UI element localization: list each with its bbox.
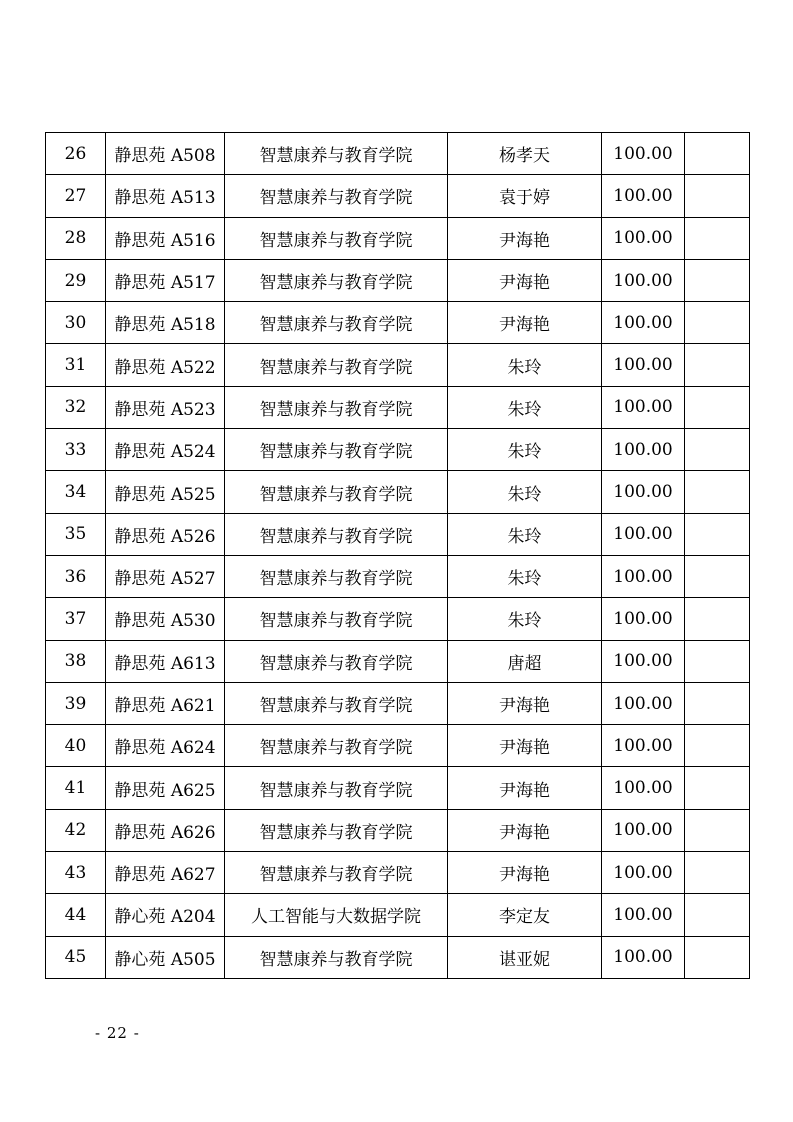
person-cell: 朱玲	[448, 555, 602, 597]
note-cell	[685, 598, 750, 640]
room-cell: 静思苑 A522	[106, 344, 225, 386]
table-row	[46, 344, 750, 386]
person-cell: 尹海艳	[448, 682, 602, 724]
person-cell: 尹海艳	[448, 217, 602, 259]
room-cell: 静思苑 A524	[106, 429, 225, 471]
score-cell: 100.00	[602, 682, 685, 724]
note-cell	[685, 852, 750, 894]
row-number-cell: 32	[46, 386, 106, 428]
score-cell: 100.00	[602, 133, 685, 175]
person-cell: 尹海艳	[448, 809, 602, 851]
room-cell: 静思苑 A527	[106, 555, 225, 597]
table-row	[46, 555, 750, 597]
college-cell: 智慧康养与教育学院	[225, 259, 448, 301]
row-number-cell: 42	[46, 809, 106, 851]
table-row	[46, 682, 750, 724]
score-cell: 100.00	[602, 767, 685, 809]
row-number-cell: 27	[46, 175, 106, 217]
room-cell: 静思苑 A621	[106, 682, 225, 724]
score-cell: 100.00	[602, 852, 685, 894]
person-cell: 朱玲	[448, 513, 602, 555]
row-number-cell: 29	[46, 259, 106, 301]
person-cell: 唐超	[448, 640, 602, 682]
table-row	[46, 640, 750, 682]
table-row	[46, 471, 750, 513]
college-cell: 智慧康养与教育学院	[225, 344, 448, 386]
row-number-cell: 34	[46, 471, 106, 513]
note-cell	[685, 809, 750, 851]
person-cell: 尹海艳	[448, 852, 602, 894]
table-row	[46, 217, 750, 259]
table-body	[46, 133, 750, 979]
score-cell: 100.00	[602, 302, 685, 344]
college-cell: 智慧康养与教育学院	[225, 133, 448, 175]
note-cell	[685, 725, 750, 767]
college-cell: 人工智能与大数据学院	[225, 894, 448, 936]
row-number-cell: 44	[46, 894, 106, 936]
note-cell	[685, 555, 750, 597]
room-cell: 静思苑 A508	[106, 133, 225, 175]
college-cell: 智慧康养与教育学院	[225, 682, 448, 724]
page-number: - 22 -	[95, 1024, 140, 1042]
row-number-cell: 36	[46, 555, 106, 597]
college-cell: 智慧康养与教育学院	[225, 429, 448, 471]
dormitory-score-table-container	[45, 132, 750, 979]
row-number-cell: 39	[46, 682, 106, 724]
table-row	[46, 767, 750, 809]
college-cell: 智慧康养与教育学院	[225, 936, 448, 978]
person-cell: 朱玲	[448, 386, 602, 428]
note-cell	[685, 767, 750, 809]
row-number-cell: 40	[46, 725, 106, 767]
row-number-cell: 30	[46, 302, 106, 344]
person-cell: 谌亚妮	[448, 936, 602, 978]
room-cell: 静思苑 A627	[106, 852, 225, 894]
person-cell: 朱玲	[448, 471, 602, 513]
note-cell	[685, 133, 750, 175]
college-cell: 智慧康养与教育学院	[225, 471, 448, 513]
note-cell	[685, 429, 750, 471]
score-cell: 100.00	[602, 513, 685, 555]
row-number-cell: 37	[46, 598, 106, 640]
score-cell: 100.00	[602, 471, 685, 513]
table-row	[46, 598, 750, 640]
note-cell	[685, 344, 750, 386]
person-cell: 尹海艳	[448, 302, 602, 344]
room-cell: 静心苑 A505	[106, 936, 225, 978]
table-row	[46, 894, 750, 936]
note-cell	[685, 259, 750, 301]
row-number-cell: 33	[46, 429, 106, 471]
score-cell: 100.00	[602, 429, 685, 471]
room-cell: 静思苑 A516	[106, 217, 225, 259]
room-cell: 静思苑 A517	[106, 259, 225, 301]
table-row	[46, 936, 750, 978]
table-row	[46, 809, 750, 851]
score-cell: 100.00	[602, 344, 685, 386]
score-cell: 100.00	[602, 725, 685, 767]
college-cell: 智慧康养与教育学院	[225, 217, 448, 259]
room-cell: 静思苑 A526	[106, 513, 225, 555]
note-cell	[685, 513, 750, 555]
person-cell: 尹海艳	[448, 767, 602, 809]
note-cell	[685, 640, 750, 682]
room-cell: 静思苑 A530	[106, 598, 225, 640]
table-row	[46, 133, 750, 175]
table-row	[46, 175, 750, 217]
person-cell: 袁于婷	[448, 175, 602, 217]
note-cell	[685, 302, 750, 344]
college-cell: 智慧康养与教育学院	[225, 386, 448, 428]
person-cell: 朱玲	[448, 344, 602, 386]
table-row	[46, 302, 750, 344]
score-cell: 100.00	[602, 809, 685, 851]
room-cell: 静思苑 A518	[106, 302, 225, 344]
room-cell: 静思苑 A613	[106, 640, 225, 682]
score-cell: 100.00	[602, 386, 685, 428]
row-number-cell: 41	[46, 767, 106, 809]
score-cell: 100.00	[602, 175, 685, 217]
person-cell: 尹海艳	[448, 259, 602, 301]
room-cell: 静心苑 A204	[106, 894, 225, 936]
college-cell: 智慧康养与教育学院	[225, 175, 448, 217]
row-number-cell: 45	[46, 936, 106, 978]
college-cell: 智慧康养与教育学院	[225, 767, 448, 809]
college-cell: 智慧康养与教育学院	[225, 852, 448, 894]
room-cell: 静思苑 A626	[106, 809, 225, 851]
table-row	[46, 259, 750, 301]
row-number-cell: 26	[46, 133, 106, 175]
score-cell: 100.00	[602, 894, 685, 936]
person-cell: 李定友	[448, 894, 602, 936]
note-cell	[685, 936, 750, 978]
score-cell: 100.00	[602, 640, 685, 682]
row-number-cell: 28	[46, 217, 106, 259]
person-cell: 朱玲	[448, 598, 602, 640]
room-cell: 静思苑 A513	[106, 175, 225, 217]
person-cell: 杨孝天	[448, 133, 602, 175]
row-number-cell: 31	[46, 344, 106, 386]
note-cell	[685, 894, 750, 936]
note-cell	[685, 217, 750, 259]
score-cell: 100.00	[602, 555, 685, 597]
room-cell: 静思苑 A525	[106, 471, 225, 513]
person-cell: 朱玲	[448, 429, 602, 471]
college-cell: 智慧康养与教育学院	[225, 725, 448, 767]
room-cell: 静思苑 A523	[106, 386, 225, 428]
table-row	[46, 513, 750, 555]
score-cell: 100.00	[602, 936, 685, 978]
score-cell: 100.00	[602, 217, 685, 259]
college-cell: 智慧康养与教育学院	[225, 302, 448, 344]
note-cell	[685, 386, 750, 428]
row-number-cell: 38	[46, 640, 106, 682]
score-cell: 100.00	[602, 259, 685, 301]
table-row	[46, 386, 750, 428]
person-cell: 尹海艳	[448, 725, 602, 767]
college-cell: 智慧康养与教育学院	[225, 640, 448, 682]
college-cell: 智慧康养与教育学院	[225, 513, 448, 555]
room-cell: 静思苑 A625	[106, 767, 225, 809]
college-cell: 智慧康养与教育学院	[225, 598, 448, 640]
room-cell: 静思苑 A624	[106, 725, 225, 767]
college-cell: 智慧康养与教育学院	[225, 809, 448, 851]
note-cell	[685, 471, 750, 513]
note-cell	[685, 682, 750, 724]
score-cell: 100.00	[602, 598, 685, 640]
row-number-cell: 35	[46, 513, 106, 555]
table-row	[46, 725, 750, 767]
college-cell: 智慧康养与教育学院	[225, 555, 448, 597]
note-cell	[685, 175, 750, 217]
row-number-cell: 43	[46, 852, 106, 894]
table-row	[46, 429, 750, 471]
table-row	[46, 852, 750, 894]
dormitory-score-table	[45, 132, 750, 979]
